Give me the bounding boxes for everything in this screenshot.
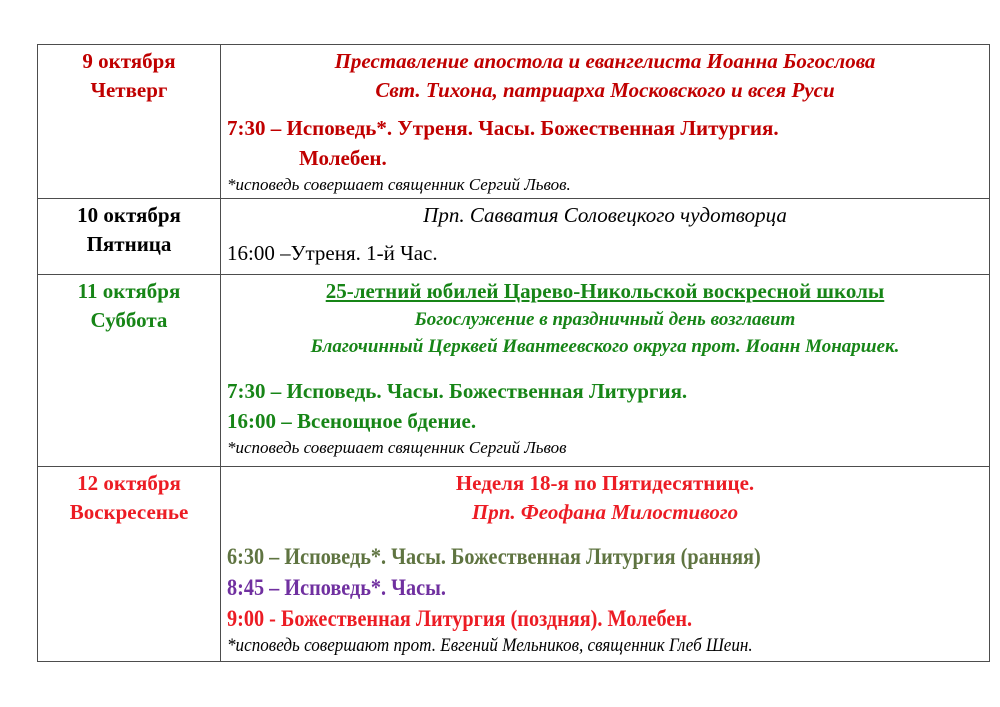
weekday-line: Суббота	[90, 308, 168, 332]
feast-heading: Прп. Савватия Соловецкого чудотворца	[423, 203, 787, 227]
date-cell	[38, 199, 221, 275]
date-cell	[38, 275, 221, 467]
service-line: Молебен.	[299, 146, 387, 170]
content-cell	[221, 275, 990, 467]
date-cell	[38, 467, 221, 662]
date-line: 9 октября	[82, 49, 176, 73]
feast-heading: Прп. Феофана Милостивого	[471, 500, 739, 524]
schedule-row-sunday	[38, 467, 990, 662]
schedule-row-thursday	[38, 45, 990, 199]
anniversary-heading: 25-летний юбилей Царево-Никольской воскресной школы	[325, 279, 885, 303]
feast-heading: Богослужение в праздничный день возглавит	[414, 309, 796, 330]
content-cell	[221, 199, 990, 275]
weekday-line: Воскресенье	[69, 500, 189, 524]
service-line: 7:30 – Исповедь*. Утреня. Часы. Божественная Литургия.	[227, 116, 779, 140]
date-line: 12 октября	[77, 471, 181, 495]
service-line: 9:00 - Божественная Литургия (поздняя). Молебен.	[227, 606, 693, 631]
feast-heading: Благочинный Церквей Ивантеевского округа прот. Иоанн Монаршек.	[310, 336, 900, 357]
service-line: 6:30 – Исповедь*. Часы. Божественная Литургия (ранняя)	[227, 544, 761, 569]
date-line: 11 октября	[77, 279, 181, 303]
feast-heading: Свт. Тихона, патриарха Московского и всея Руси	[375, 78, 835, 102]
footnote: *исповедь совершает священник Сергий Львов.	[227, 175, 571, 194]
service-line: 8:45 – Исповедь*. Часы.	[227, 575, 446, 600]
date-line: 10 октября	[77, 203, 181, 227]
content-cell	[221, 467, 990, 662]
service-line: 16:00 – Всенощное бдение.	[227, 409, 477, 433]
schedule-row-friday	[38, 199, 990, 275]
feast-heading: Преставление апостола и евангелиста Иоанна Богослова	[334, 49, 876, 73]
service-line: 7:30 – Исповедь. Часы. Божественная Литургия.	[227, 379, 688, 403]
date-cell	[38, 45, 221, 199]
weekday-line: Четверг	[90, 78, 168, 102]
feast-heading: Неделя 18-я по Пятидесятнице.	[455, 471, 755, 495]
schedule-table	[37, 44, 990, 662]
content-cell	[221, 45, 990, 199]
weekday-line: Пятница	[86, 232, 172, 256]
footnote: *исповедь совершает священник Сергий Львов	[227, 438, 567, 457]
schedule-row-saturday	[38, 275, 990, 467]
footnote: *исповедь совершают прот. Евгений Мельников, священник Глеб Шеин.	[227, 635, 753, 656]
service-line: 16:00 –Утреня. 1-й Час.	[227, 241, 438, 265]
